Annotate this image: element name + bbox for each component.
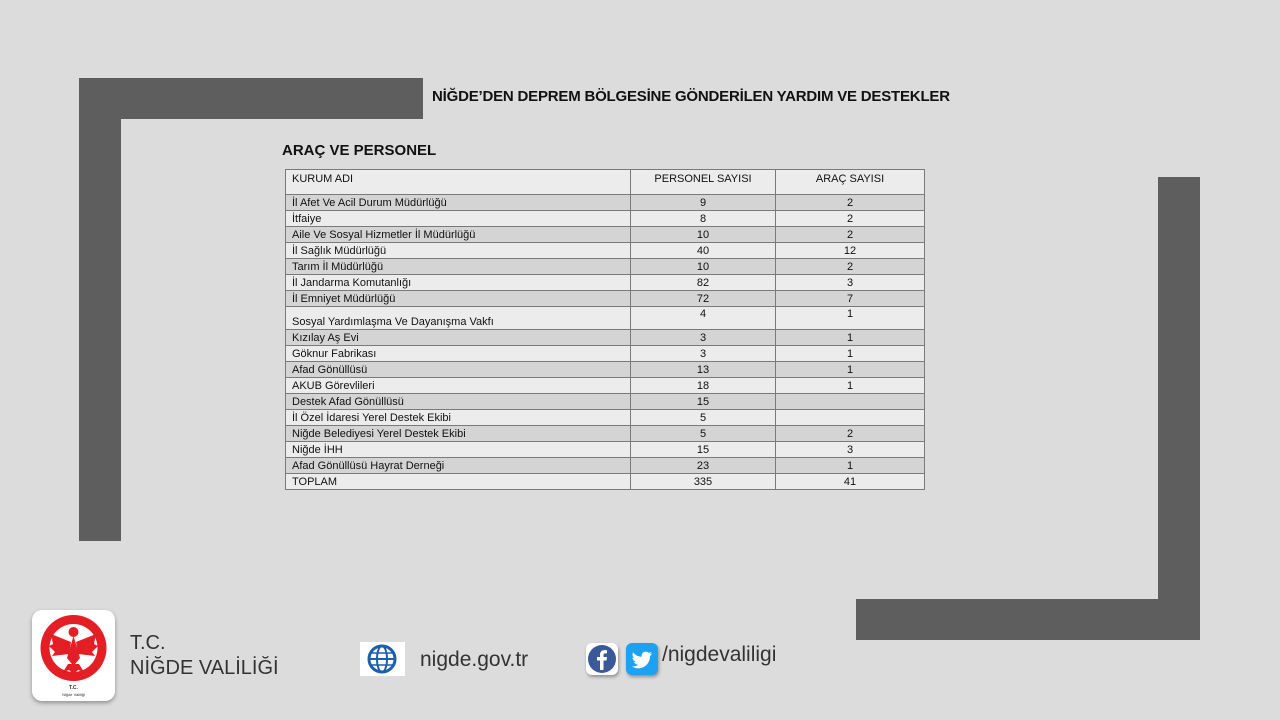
personel-count-cell: 40 bbox=[631, 243, 776, 259]
section-subtitle: ARAÇ VE PERSONEL bbox=[282, 142, 437, 159]
kurum-name-cell: Kızılay Aş Evi bbox=[286, 330, 631, 346]
personnel-vehicle-table bbox=[285, 169, 925, 490]
column-header-arac: ARAÇ SAYISI bbox=[776, 170, 925, 195]
personel-count-cell: 10 bbox=[631, 259, 776, 275]
globe-icon bbox=[360, 642, 405, 676]
personel-count-cell: 13 bbox=[631, 362, 776, 378]
kurum-name-cell: AKUB Görevlileri bbox=[286, 378, 631, 394]
table-row bbox=[286, 211, 925, 227]
arac-count-cell: 1 bbox=[776, 362, 925, 378]
arac-count-cell: 7 bbox=[776, 291, 925, 307]
arac-count-cell: 3 bbox=[776, 275, 925, 291]
facebook-icon[interactable] bbox=[586, 643, 618, 675]
personel-count-cell: 15 bbox=[631, 442, 776, 458]
kurum-name-cell: İl Emniyet Müdürlüğü bbox=[286, 291, 631, 307]
table-row bbox=[286, 426, 925, 442]
arac-count-cell: 41 bbox=[776, 474, 925, 490]
arac-count-cell: 2 bbox=[776, 227, 925, 243]
personel-count-cell: 3 bbox=[631, 346, 776, 362]
kurum-name-cell: Aile Ve Sosyal Hizmetler İl Müdürlüğü bbox=[286, 227, 631, 243]
personel-count-cell: 5 bbox=[631, 426, 776, 442]
table-header-row bbox=[286, 170, 925, 195]
personel-count-cell: 82 bbox=[631, 275, 776, 291]
table-row bbox=[286, 275, 925, 291]
arac-count-cell: 1 bbox=[776, 378, 925, 394]
kurum-name-cell: TOPLAM bbox=[286, 474, 631, 490]
kurum-name-cell: Afad Gönüllüsü bbox=[286, 362, 631, 378]
arac-count-cell: 1 bbox=[776, 330, 925, 346]
kurum-name-cell: İl Özel İdaresi Yerel Destek Ekibi bbox=[286, 410, 631, 426]
personel-count-cell: 15 bbox=[631, 394, 776, 410]
personel-count-cell: 8 bbox=[631, 211, 776, 227]
arac-count-cell: 2 bbox=[776, 211, 925, 227]
table-total-row bbox=[286, 474, 925, 490]
kurum-name-cell: Göknur Fabrikası bbox=[286, 346, 631, 362]
kurum-name-cell: Sosyal Yardımlaşma Ve Dayanışma Vakfı bbox=[286, 307, 631, 330]
table-row bbox=[286, 291, 925, 307]
table-row bbox=[286, 410, 925, 426]
arac-count-cell: 1 bbox=[776, 346, 925, 362]
org-line-1: T.C. bbox=[130, 632, 166, 654]
website-link[interactable]: nigde.gov.tr bbox=[420, 648, 529, 671]
kurum-name-cell: İtfaiye bbox=[286, 211, 631, 227]
personel-count-cell: 18 bbox=[631, 378, 776, 394]
social-handle[interactable]: /nigdevaliligi bbox=[662, 643, 777, 666]
kurum-name-cell: İl Afet Ve Acil Durum Müdürlüğü bbox=[286, 195, 631, 211]
table-row bbox=[286, 394, 925, 410]
decorative-frame-right-bar bbox=[1158, 177, 1200, 640]
decorative-frame-top-left bbox=[79, 78, 423, 119]
arac-count-cell: 3 bbox=[776, 442, 925, 458]
kurum-name-cell: Afad Gönüllüsü Hayrat Derneği bbox=[286, 458, 631, 474]
kurum-name-cell: Niğde Belediyesi Yerel Destek Ekibi bbox=[286, 426, 631, 442]
table-row bbox=[286, 227, 925, 243]
emblem-logo bbox=[32, 610, 115, 701]
arac-count-cell: 1 bbox=[776, 458, 925, 474]
table-row bbox=[286, 243, 925, 259]
arac-count-cell: 2 bbox=[776, 259, 925, 275]
table-row bbox=[286, 362, 925, 378]
org-line-2: NİĞDE VALİLİĞİ bbox=[130, 657, 279, 679]
personel-count-cell: 10 bbox=[631, 227, 776, 243]
arac-count-cell bbox=[776, 394, 925, 410]
table-row bbox=[286, 195, 925, 211]
personel-count-cell: 4 bbox=[631, 307, 776, 330]
kurum-name-cell: İl Jandarma Komutanlığı bbox=[286, 275, 631, 291]
kurum-name-cell: Niğde İHH bbox=[286, 442, 631, 458]
arac-count-cell: 12 bbox=[776, 243, 925, 259]
table-row bbox=[286, 307, 925, 330]
kurum-name-cell: Tarım İl Müdürlüğü bbox=[286, 259, 631, 275]
slide-title: NİĞDE’DEN DEPREM BÖLGESİNE GÖNDERİLEN YARDIM VE DESTEKLER bbox=[432, 88, 950, 105]
arac-count-cell: 1 bbox=[776, 307, 925, 330]
personel-count-cell: 23 bbox=[631, 458, 776, 474]
decorative-frame-left-bar bbox=[79, 78, 121, 541]
table-row bbox=[286, 458, 925, 474]
kurum-name-cell: İl Sağlık Müdürlüğü bbox=[286, 243, 631, 259]
logo-subcaption: Niğde Valiliği bbox=[62, 692, 85, 697]
table-row bbox=[286, 442, 925, 458]
arac-count-cell: 2 bbox=[776, 195, 925, 211]
personel-count-cell: 72 bbox=[631, 291, 776, 307]
arac-count-cell: 2 bbox=[776, 426, 925, 442]
emblem-icon bbox=[37, 614, 110, 684]
table-row bbox=[286, 330, 925, 346]
decorative-frame-bottom-right bbox=[856, 599, 1200, 640]
globe-icon-box[interactable] bbox=[360, 642, 405, 676]
personel-count-cell: 3 bbox=[631, 330, 776, 346]
personel-count-cell: 9 bbox=[631, 195, 776, 211]
column-header-kurum: KURUM ADI bbox=[286, 170, 631, 195]
column-header-personel: PERSONEL SAYISI bbox=[631, 170, 776, 195]
twitter-icon[interactable] bbox=[626, 643, 658, 675]
arac-count-cell bbox=[776, 410, 925, 426]
table-row bbox=[286, 346, 925, 362]
logo-caption: T.C. bbox=[69, 685, 78, 691]
table-row bbox=[286, 259, 925, 275]
personel-count-cell: 5 bbox=[631, 410, 776, 426]
table-row bbox=[286, 378, 925, 394]
kurum-name-cell: Destek Afad Gönüllüsü bbox=[286, 394, 631, 410]
personel-count-cell: 335 bbox=[631, 474, 776, 490]
